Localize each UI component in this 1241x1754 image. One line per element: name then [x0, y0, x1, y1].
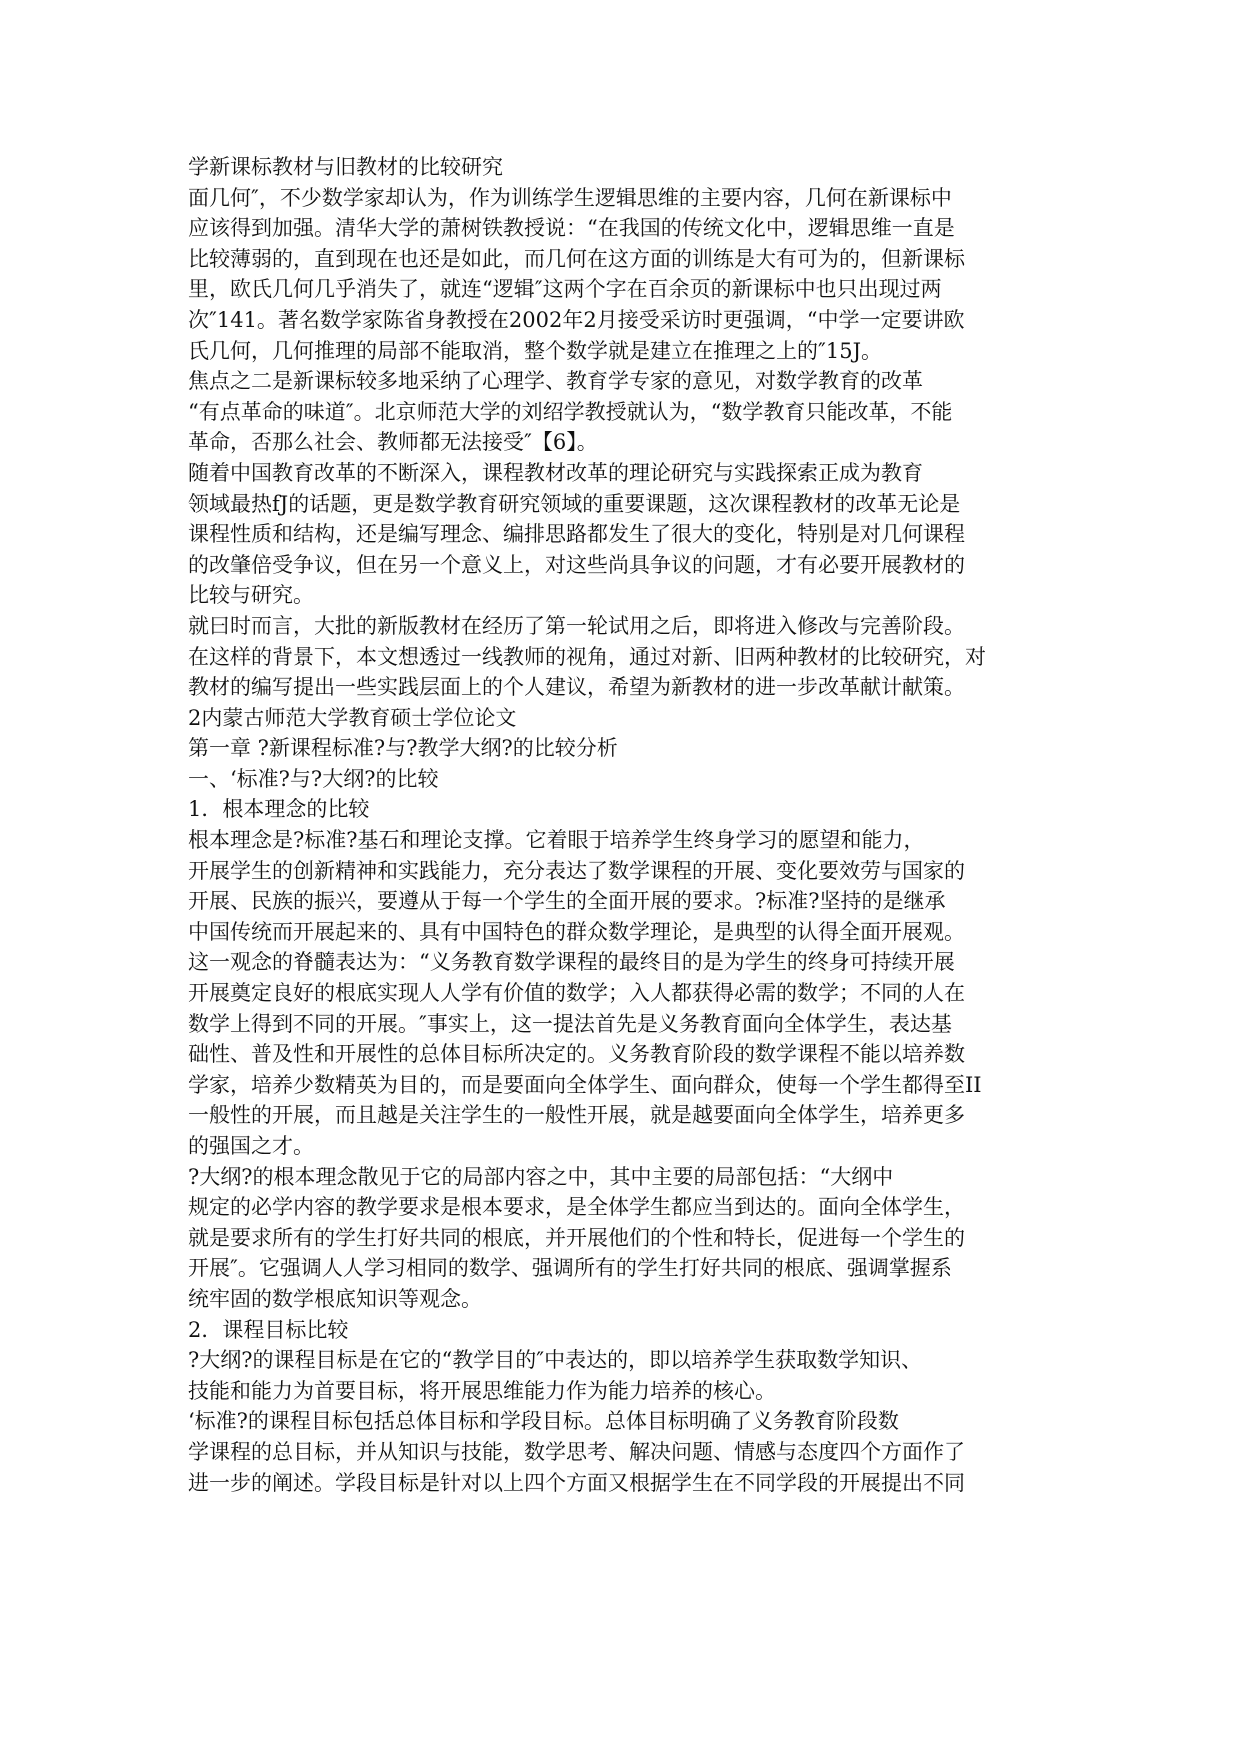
text-line: 氏几何，几何推理的局部不能取消，整个数学就是建立在推理之上的″15J。: [188, 338, 882, 363]
text-line: 数学上得到不同的开展。″事实上，这一提法首先是义务教育面向全体学生，表达基: [188, 1011, 952, 1036]
text-line: ?大纲?的根本理念散见于它的局部内容之中，其中主要的局部包括：“大纲中: [188, 1164, 894, 1189]
text-line: 就是要求所有的学生打好共同的根底，并开展他们的个性和特长，促进每一个学生的: [188, 1225, 965, 1250]
text-line: 的强国之才。: [188, 1134, 314, 1158]
text-line: 进一步的阐述。学段目标是针对以上四个方面又根据学生在不同学段的开展提出不同: [188, 1470, 965, 1495]
text-line: 教材的编写提出一些实践层面上的个人建议，希望为新教材的进一步改革献计献策。: [188, 675, 965, 700]
running-title: 学新课标教材与旧教材的比较研究: [188, 155, 503, 179]
text-line: 次″141。著名数学家陈省身教授在2002年2月接受采访时更强调，“中学一定要讲欧: [188, 307, 965, 332]
text-line: 应该得到加强。清华大学的萧树铁教授说：“在我国的传统文化中，逻辑思维一直是: [188, 216, 955, 241]
text-line: 开展奠定良好的根底实现人人学有价值的数学；入人都获得必需的数学；不同的人在: [188, 981, 965, 1006]
text-line: 焦点之二是新课标较多地采纳了心理学、教育学专家的意见，对数学教育的改革: [188, 369, 923, 394]
text-line: 这一观念的脊髓表达为：“义务教育数学课程的最终目的是为学生的终身可持续开展: [188, 950, 955, 975]
text-line: 中国传统而开展起来的、具有中国特色的群众数学理论，是典型的认得全面开展观。: [188, 919, 965, 944]
text-line: 革命，否那么社会、教师都无法接受″【6】。: [188, 430, 598, 455]
text-line: 就曰时而言，大批的新版教材在经历了第一轮试用之后，即将进入修改与完善阶段。: [188, 613, 965, 638]
chapter-heading: 第一章 ?新课程标准?与?教学大纲?的比较分析: [188, 736, 618, 761]
text-line: 学课程的总目标，并从知识与技能，数学思考、解决问题、情感与态度四个方面作了: [188, 1439, 965, 1464]
page-header-line: 2内蒙古师范大学教育硕士学位论文: [188, 705, 517, 730]
text-line: 比较薄弱的，直到现在也还是如此，而几何在这方面的训练是大有可为的，但新课标: [188, 246, 965, 271]
text-line: ‘标准?的课程目标包括总体目标和学段目标。总体目标明确了义务教育阶段数: [188, 1409, 899, 1434]
text-line: 础性、普及性和开展性的总体目标所决定的。义务教育阶段的数学课程不能以培养数: [188, 1042, 965, 1067]
text-line: 随着中国教育改革的不断深入，课程教材改革的理论研究与实践探索正成为教育: [188, 460, 923, 485]
text-line: 课程性质和结构，还是编写理念、编排思路都发生了很大的变化，特别是对几何课程: [188, 522, 965, 547]
text-line: 面几何″，不少数学家却认为，作为训练学生逻辑思维的主要内容，几何在新课标中: [188, 185, 952, 210]
text-line: 技能和能力为首要目标，将开展思维能力作为能力培养的核心。: [188, 1378, 776, 1403]
text-line: “有点革命的味道″。北京师范大学的刘绍学教授就认为，“数学教育只能改革，不能: [188, 399, 953, 424]
text-line: 学家，培养少数精英为目的，而是要面向全体学生、面向群众，使每一个学生都得至II: [188, 1072, 982, 1097]
section-heading: 一、‘标准?与?大纲?的比较: [188, 766, 439, 791]
text-line: 开展、民族的振兴，要遵从于每一个学生的全面开展的要求。?标准?坚持的是继承: [188, 889, 946, 914]
text-line: 开展学生的创新精神和实践能力，充分表达了数学课程的开展、变化要效劳与国家的: [188, 858, 965, 883]
text-line: 的改肇倍受争议，但在另一个意义上，对这些尚具争议的问题，才有必要开展教材的: [188, 552, 965, 577]
text-line: 根本理念是?标准?基石和理论支撑。它着眼于培养学生终身学习的愿望和能力，: [188, 828, 925, 853]
subsection-heading: 2．课程目标比较: [188, 1317, 349, 1342]
text-line: 规定的必学内容的教学要求是根本要求，是全体学生都应当到达的。面向全体学生，: [188, 1195, 965, 1220]
text-line: 领域最热fJ的话题，更是数学教育研究领域的重要课题，这次课程教材的改革无论是: [188, 491, 961, 516]
text-line: 统牢固的数学根底知识等观念。: [188, 1286, 482, 1311]
text-line: 一般性的开展，而且越是关注学生的一般性开展，就是越要面向全体学生，培养更多: [188, 1103, 965, 1128]
text-line: 在这样的背景下，本文想透过一线教师的视角，通过对新、旧两种教材的比较研究，对: [188, 644, 986, 669]
subsection-heading: 1．根本理念的比较: [188, 797, 370, 822]
text-line: 比较与研究。: [188, 583, 314, 608]
text-line: 里，欧氏几何几乎消失了，就连“逻辑″这两个字在百余页的新课标中也只出现过两: [188, 277, 942, 302]
document-page: [188, 152, 1068, 1498]
text-line: 开展″。它强调人人学习相同的数学、强调所有的学生打好共同的根底、强调掌握系: [188, 1256, 952, 1281]
text-line: ?大纲?的课程目标是在它的“教学目的″中表达的，即以培养学生获取数学知识、: [188, 1348, 923, 1373]
